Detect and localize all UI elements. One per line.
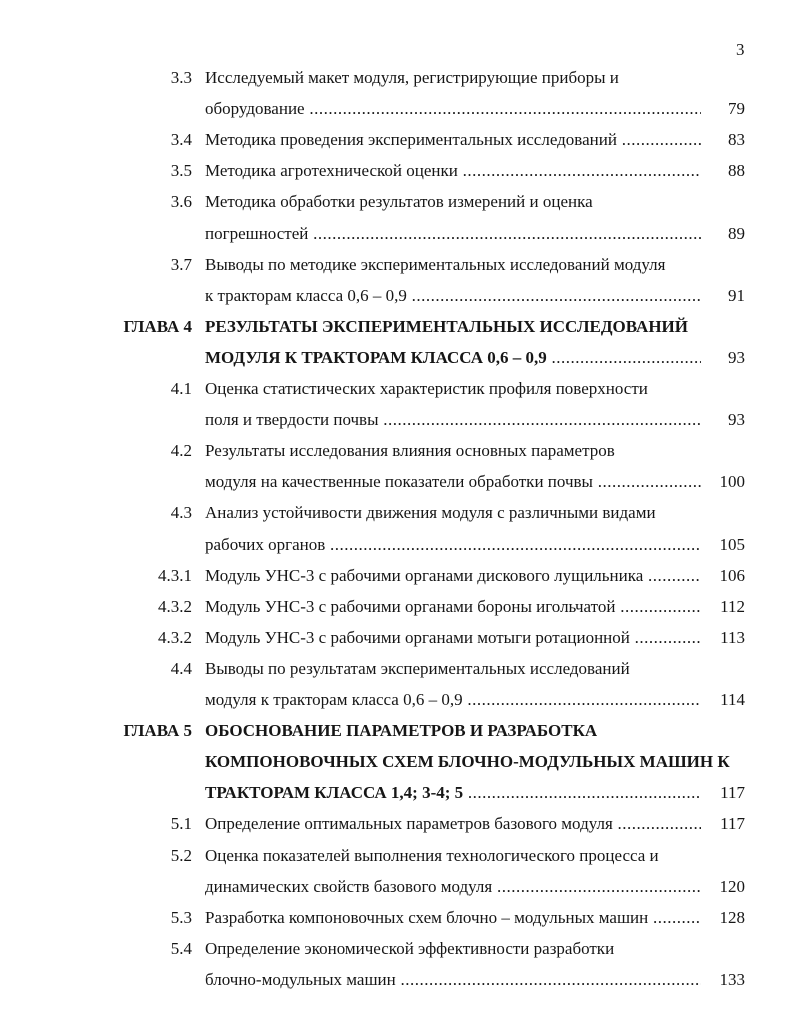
toc-entry-title: Методика агротехнической оценки ..... (205, 157, 701, 185)
toc-entry-page: 112 (720, 596, 745, 616)
toc-entry-line (0, 220, 799, 248)
toc-entry-title: Методика проведения экспериментальных исследований ..... (205, 126, 701, 154)
toc-entry-number: 4.1 (170, 379, 192, 398)
toc-entry-title: Оценка статистических характеристик профиля поверхности (205, 379, 648, 398)
toc-entry-page: 91 (728, 285, 745, 305)
toc-entry-line (0, 251, 799, 279)
toc-entry-line (0, 686, 799, 714)
toc-entry-title: Выводы по методике экспериментальных исследований модуля (205, 254, 666, 274)
toc-entry-page: 117 (720, 814, 745, 834)
page-number: 3 (736, 40, 745, 59)
toc-entry-title: Результаты исследования влияния основных параметров (205, 441, 615, 461)
toc-entry-title: РЕЗУЛЬТАТЫ ЭКСПЕРИМЕНТАЛЬНЫХ ИССЛЕДОВАНИЙ (205, 316, 688, 336)
toc-entry-line (0, 499, 799, 527)
toc-entry-number: 3.3 (170, 68, 192, 87)
toc-entry-number: ГЛАВА 4 (123, 316, 192, 336)
toc-entry-number: 3.4 (170, 130, 192, 150)
toc-entry-title: Анализ устойчивости движения модуля с различными видами (205, 503, 656, 523)
toc-entry-title: МОДУЛЯ К ТРАКТОРАМ КЛАССА 0,6 – 0,9 ..... (205, 344, 701, 372)
toc-entry-title: Модуль УНС-3 с рабочими органами бороны игольчатой ..... (205, 593, 701, 621)
toc-entry-line (0, 157, 799, 185)
toc-entry-line (0, 842, 799, 870)
toc-entry-page: 117 (720, 783, 745, 803)
toc-entry-title: рабочих органов ..... (205, 531, 701, 559)
toc-entry-title: Исследуемый макет модуля, регистрирующие приборы и (205, 68, 619, 87)
toc-entry-page: 128 (719, 907, 745, 927)
toc-entry-title: Модуль УНС-3 с рабочими органами дискового лущильника ..... (205, 562, 701, 590)
toc-entry-title: оборудование ..... (205, 95, 701, 123)
toc-entry-number: 5.4 (170, 938, 192, 958)
toc-entry-line (0, 468, 799, 496)
toc-entry-title: Определение оптимальных параметров базового модуля ..... (205, 810, 701, 838)
toc-entry-title: Выводы по результатам экспериментальных исследований (205, 658, 630, 678)
toc-entry-title: динамических свойств базового модуля ..... (205, 873, 701, 901)
toc-entry-title: погрешностей ..... (205, 220, 701, 248)
toc-entry-number: 5.3 (170, 907, 192, 927)
toc-entry-number: 3.7 (170, 254, 192, 274)
toc-entry-title: Разработка компоновочных схем блочно – модульных машин ..... (205, 904, 701, 932)
toc-entry-line (0, 282, 799, 310)
toc-entry-line (0, 966, 799, 994)
toc-entry-title: блочно-модульных машин ..... (205, 966, 701, 994)
toc-entry-line (0, 531, 799, 559)
toc-entry-title: поля и твердости почвы ..... (205, 406, 701, 434)
toc-entry-line (0, 64, 799, 92)
toc-entry-number: 3.5 (170, 161, 192, 181)
toc-entry-line (0, 126, 799, 154)
toc-entry-title: Оценка показателей выполнения технологического процесса и (205, 845, 659, 865)
toc-entry-line (0, 188, 799, 216)
toc-entry-number: 5.2 (170, 845, 192, 865)
toc-entry-page: 114 (720, 690, 745, 709)
toc-entry-title: ОБОСНОВАНИЕ ПАРАМЕТРОВ И РАЗРАБОТКА (205, 721, 598, 741)
toc-entry-line (0, 344, 799, 372)
toc-entry-title: модуля к тракторам класса 0,6 – 0,9 ..... (205, 686, 701, 714)
toc-entry-title: Определение экономической эффективности разработки (205, 938, 615, 958)
toc-entry-line (0, 562, 799, 590)
toc-entry-number: ГЛАВА 5 (123, 721, 192, 741)
toc-entry-number: 4.2 (170, 441, 192, 461)
toc-entry-line (0, 655, 799, 683)
toc-entry-line (0, 904, 799, 932)
toc-entry-page: 89 (728, 223, 745, 243)
toc-entry-number: 4.3.1 (158, 565, 192, 585)
toc-entry-page: 88 (728, 161, 745, 181)
toc-entry-line (0, 95, 799, 123)
toc-entry-title: модуля на качественные показатели обработки почвы ..... (205, 468, 701, 496)
toc-entry-line (0, 779, 799, 807)
toc-entry-page: 133 (719, 969, 745, 989)
toc-entry-line (0, 437, 799, 465)
toc-entry-title: Методика обработки результатов измерений и оценка (205, 192, 593, 212)
toc-entry-line (0, 748, 799, 776)
toc-entry-number: 4.3.2 (158, 596, 192, 616)
toc-entry-page: 120 (719, 876, 745, 896)
toc-entry-line (0, 810, 799, 838)
toc-entry-line (0, 935, 799, 963)
toc-entry-title: к тракторам класса 0,6 – 0,9 ..... (205, 282, 701, 310)
toc-entry-line (0, 375, 799, 403)
toc-entry-page: 106 (719, 565, 745, 585)
toc-entry-number: 5.1 (170, 814, 192, 834)
toc-entry-line (0, 313, 799, 341)
toc-entry-line (0, 593, 799, 621)
toc-entry-page: 113 (720, 627, 745, 647)
toc-entry-line (0, 873, 799, 901)
toc-entry-title: Модуль УНС-3 с рабочими органами мотыги ротационной ..... (205, 624, 701, 652)
toc-entry-number: 3.6 (170, 192, 192, 212)
toc-entry-title: КОМПОНОВОЧНЫХ СХЕМ БЛОЧНО-МОДУЛЬНЫХ МАШИН К (205, 752, 730, 772)
toc-entry-number: 4.3.2 (158, 627, 192, 647)
toc-entry-page: 93 (728, 410, 745, 430)
toc-entry-page: 105 (719, 534, 745, 554)
toc-entry-line (0, 717, 799, 745)
toc-entry-number: 4.4 (170, 658, 192, 678)
toc-entry-line (0, 624, 799, 652)
toc-entry-page: 79 (728, 99, 745, 119)
toc-entry-number: 4.3 (170, 503, 192, 523)
toc-entry-page: 100 (719, 472, 745, 492)
toc-entry-line (0, 406, 799, 434)
toc-entry-page: 93 (728, 347, 745, 367)
toc-entry-title: ТРАКТОРАМ КЛАССА 1,4; 3-4; 5 ..... (205, 779, 701, 807)
toc-entry-page: 83 (728, 130, 745, 150)
